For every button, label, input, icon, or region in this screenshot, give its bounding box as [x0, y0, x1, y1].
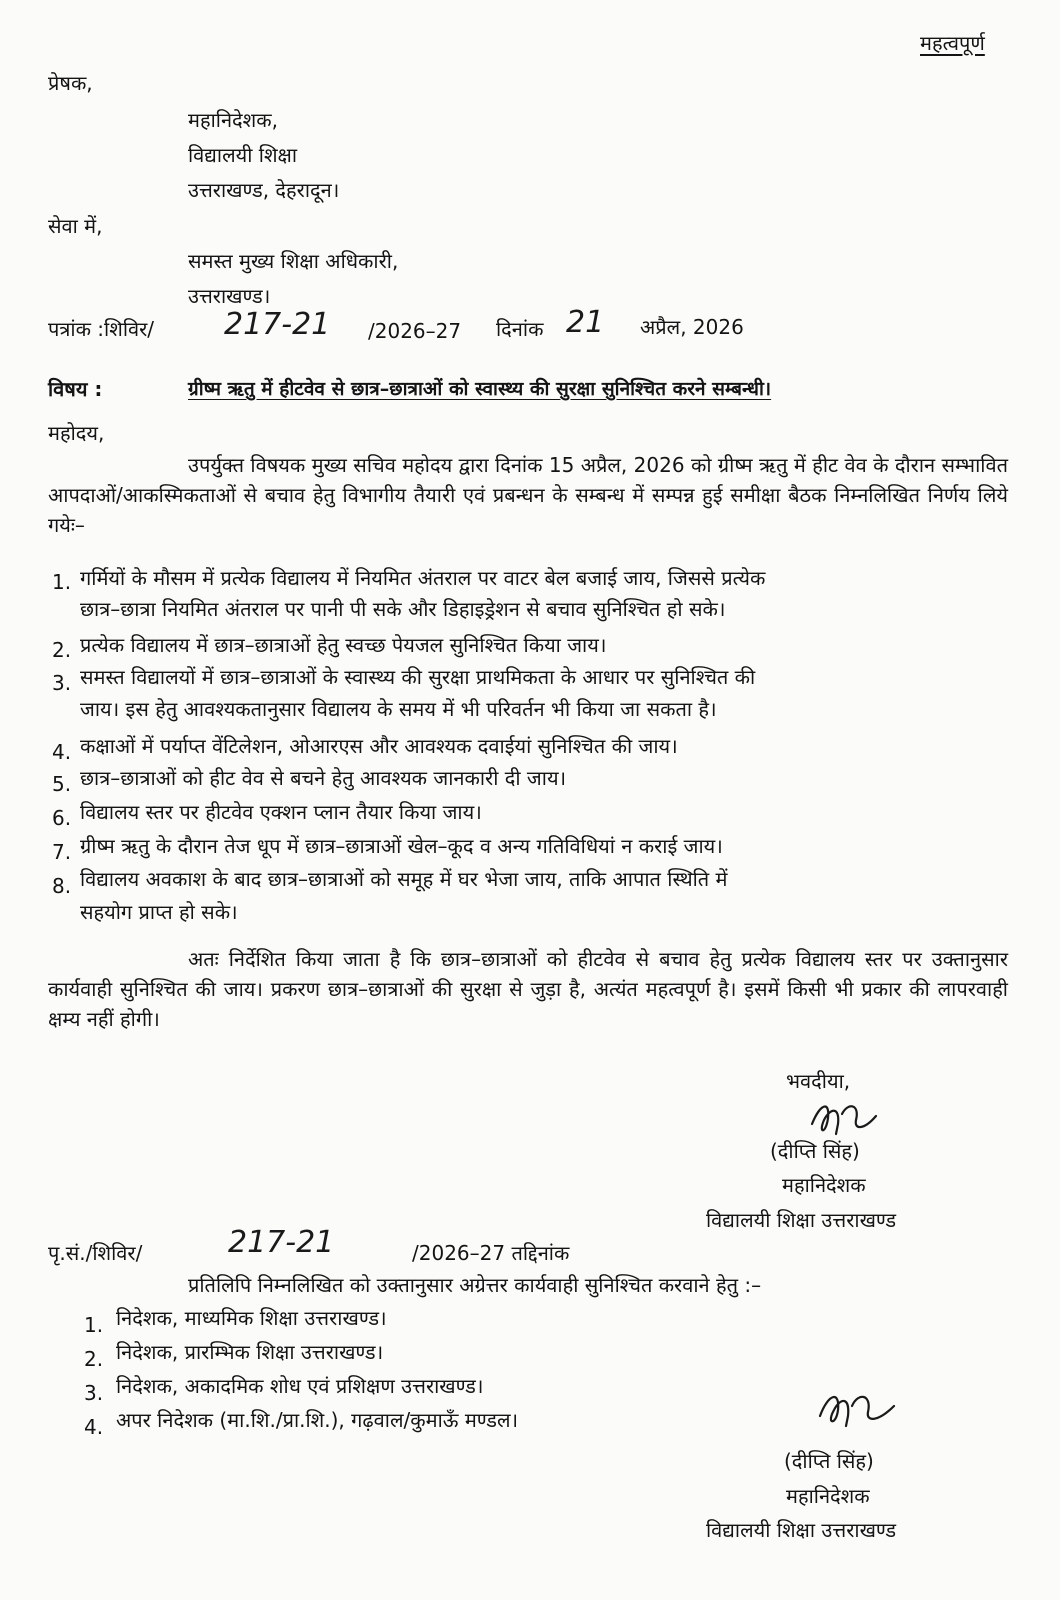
ref-date-handwritten: 21: [566, 305, 605, 340]
copy-ref-prefix: पृ.सं./शिविर/: [48, 1241, 143, 1265]
subject-text: ग्रीष्म ऋतु में हीटवेव से छात्र–छात्राओं को स्वास्थ्य की सुरक्षा सुनिश्चित करने सम्बन्धी।: [188, 378, 772, 400]
ref-year: /2026–27: [368, 319, 462, 343]
decision-number: 3.: [52, 671, 72, 695]
copy-number: 4.: [84, 1415, 104, 1439]
copy-item: निदेशक, माध्यमिक शिक्षा उत्तराखण्ड।: [116, 1306, 387, 1330]
signatory2-title: महानिदेशक: [786, 1484, 870, 1508]
ref-number-handwritten: 217-21: [224, 307, 331, 342]
decision-line: छात्र–छात्रा नियमित अंतराल पर पानी पी सके और डिहाइड्रेशन से बचाव सुनिश्चित हो सके।: [80, 597, 726, 621]
decision-number: 4.: [52, 740, 72, 764]
sender-line-3: उत्तराखण्ड, देहरादून।: [188, 178, 340, 202]
intro-paragraph: उपर्युक्त विषयक मुख्य सचिव महोदय द्वारा दिनांक 15 अप्रैल, 2026 को ग्रीष्म ऋतु में हीट वेव के दौरान सम्भावित आपदाओं/आकस्मिकताओं से बचाव हेतु विभागीय तैयारी एवं प्रबन्धन के सम्बन्ध में सम्पन्न हुई समीक्षा बैठक निम्नलिखित निर्णय लिये गयेः–: [48, 453, 1008, 537]
handwritten-signature-2: [812, 1382, 902, 1432]
decision-line: जाय। इस हेतु आवश्यकतानुसार विद्यालय के समय में भी परिवर्तन भी किया जा सकता है।: [80, 697, 717, 721]
sender-line-1: महानिदेशक,: [188, 108, 278, 132]
copy-item: निदेशक, प्रारम्भिक शिक्षा उत्तराखण्ड।: [116, 1340, 384, 1364]
sender-line-2: विद्यालयी शिक्षा: [188, 143, 298, 167]
decision-line: गर्मियों के मौसम में प्रत्येक विद्यालय में नियमित अंतराल पर वाटर बेल बजाई जाय, जिससे प्रत्येक: [80, 566, 766, 590]
decision-number: 8.: [52, 874, 72, 898]
decision-number: 5.: [52, 772, 72, 796]
ref-month-year: अप्रैल, 2026: [640, 315, 744, 339]
copy-number: 1.: [84, 1313, 104, 1337]
decision-line: प्रत्येक विद्यालय में छात्र–छात्राओं हेतु स्वच्छ पेयजल सुनिश्चित किया जाय।: [80, 633, 607, 657]
sender-label: प्रेषक,: [48, 71, 93, 95]
copy-number: 3.: [84, 1381, 104, 1405]
handwritten-signature: [806, 1094, 886, 1140]
decision-line: कक्षाओं में पर्याप्त वेंटिलेशन, ओआरएस और आवश्यक दवाईयां सुनिश्चित की जाय।: [80, 734, 678, 758]
decision-line: छात्र–छात्राओं को हीट वेव से बचने हेतु आवश्यक जानकारी दी जाय।: [80, 766, 567, 790]
decision-number: 6.: [52, 806, 72, 830]
importance-mark: महत्वपूर्ण: [920, 31, 985, 55]
recipient-label: सेवा में,: [48, 214, 103, 238]
decision-number: 1.: [52, 570, 72, 594]
copy-number: 2.: [84, 1347, 104, 1371]
recipient-line-1: समस्त मुख्य शिक्षा अधिकारी,: [188, 249, 399, 273]
decision-line: विद्यालय स्तर पर हीटवेव एक्शन प्लान तैयार किया जाय।: [80, 800, 482, 824]
signature-greeting: भवदीया,: [786, 1069, 851, 1093]
decision-line: समस्त विद्यालयों में छात्र–छात्राओं के स्वास्थ्य की सुरक्षा प्राथमिकता के आधार पर सुनिश्चित की: [80, 665, 756, 689]
copy-item: अपर निदेशक (मा.शि./प्रा.शि.), गढ़वाल/कुमाऊँ मण्डल।: [116, 1408, 519, 1432]
closing-paragraph: अतः निर्देशित किया जाता है कि छात्र–छात्राओं को हीटवेव से बचाव हेतु प्रत्येक विद्यालय स्तर पर उक्तानुसार कार्यवाही सुनिश्चित की जाय। प्रकरण छात्र–छात्राओं की सुरक्षा से जुड़ा है, अत्यंत महत्वपूर्ण है। इसमें किसी भी प्रकार की लापरवाही क्षम्य नहीं होगी।: [48, 947, 1008, 1031]
decision-line: विद्यालय अवकाश के बाद छात्र–छात्राओं को समूह में घर भेजा जाय, ताकि आपात स्थिति में: [80, 867, 728, 891]
signatory2-dept: विद्यालयी शिक्षा उत्तराखण्ड: [706, 1518, 897, 1542]
signatory-name: (दीप्ति सिंह): [770, 1139, 860, 1163]
decision-line: ग्रीष्म ऋतु के दौरान तेज धूप में छात्र–छात्राओं खेल–कूद व अन्य गतिविधियां न कराई जाय।: [80, 834, 723, 858]
signatory-title: महानिदेशक: [782, 1173, 866, 1197]
copy-intro: प्रतिलिपि निम्नलिखित को उक्तानुसार अग्रेत्तर कार्यवाही सुनिश्चित करवाने हेतु :–: [188, 1273, 762, 1297]
signatory-dept: विद्यालयी शिक्षा उत्तराखण्ड: [706, 1208, 897, 1232]
signatory2-name: (दीप्ति सिंह): [784, 1449, 874, 1473]
subject-label: विषय :: [48, 377, 103, 401]
decision-number: 2.: [52, 638, 72, 662]
ref-prefix: पत्रांक :शिविर/: [48, 317, 155, 341]
ref-date-label: दिनांक: [496, 317, 544, 341]
copy-ref-suffix: /2026–27 तद्दिनांक: [412, 1241, 570, 1265]
decision-number: 7.: [52, 840, 72, 864]
decision-line: सहयोग प्राप्त हो सके।: [80, 900, 238, 924]
copy-item: निदेशक, अकादमिक शोध एवं प्रशिक्षण उत्तराखण्ड।: [116, 1374, 484, 1398]
salutation: महोदय,: [48, 421, 105, 445]
recipient-line-2: उत्तराखण्ड।: [188, 284, 271, 308]
copy-ref-number-handwritten: 217-21: [228, 1225, 335, 1260]
